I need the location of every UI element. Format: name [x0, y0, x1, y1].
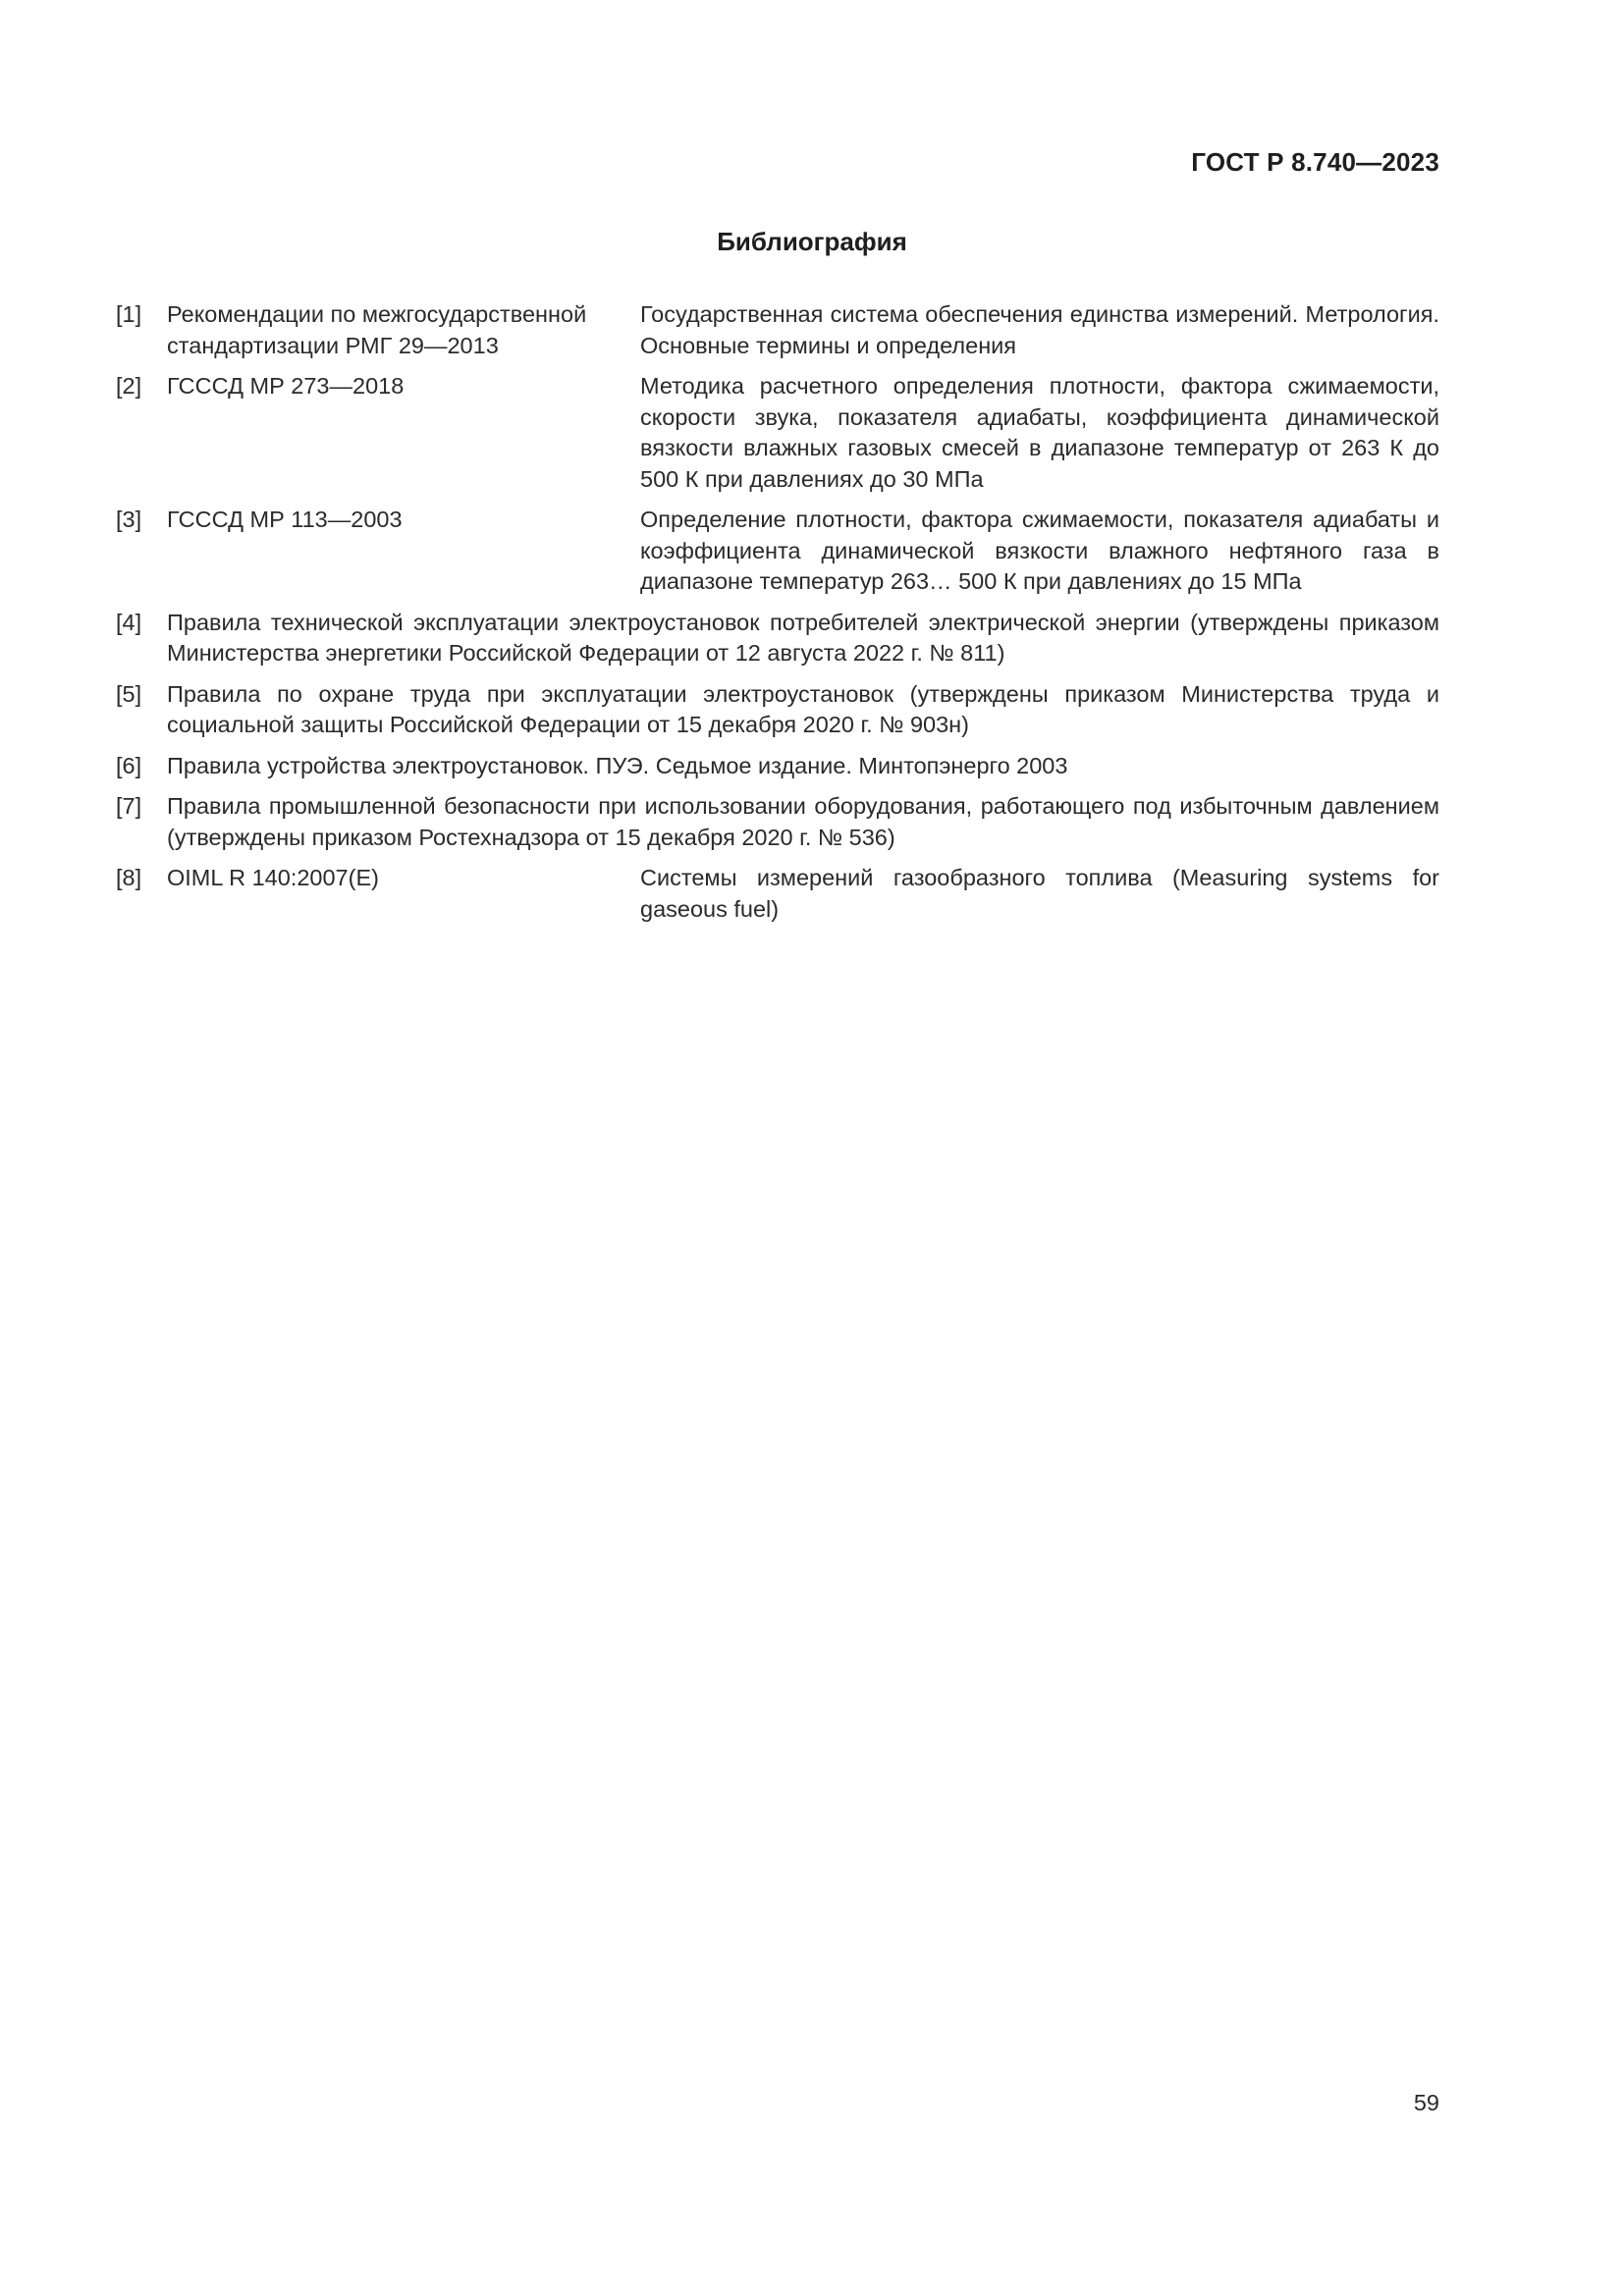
- entry-description: Системы измерений газообразного топлива (Measuring systems for gaseous fuel): [640, 865, 1439, 922]
- bibliography-entry-8: [116, 863, 1439, 925]
- entry-number: [7]: [116, 793, 142, 819]
- bibliography-title: Библиография: [717, 227, 907, 256]
- page-number: 59: [1413, 2090, 1439, 2115]
- entry-reference: OIML R 140:2007(E): [167, 865, 379, 890]
- entry-number: [8]: [116, 865, 142, 890]
- entry-description: Методика расчетного определения плотности, фактора сжимаемости, скорости звука, показателя адиабаты, коэффициента динамической вязкости влажных газовых смесей в диапазоне температур от 263 К до 500 К при давлениях до 30 МПа: [640, 373, 1439, 492]
- bibliography-entry-1: [116, 299, 1439, 361]
- entry-number: [6]: [116, 752, 142, 778]
- entry-number: [4]: [116, 609, 142, 635]
- bibliography-entry-4: [116, 608, 1439, 669]
- entry-reference: Рекомендации по межгосударственной стандартизации РМГ 29—2013: [167, 301, 587, 358]
- bibliography-entry-5: [116, 679, 1439, 741]
- entry-number: [2]: [116, 373, 142, 399]
- entry-reference: ГСССД МР 113—2003: [167, 507, 403, 532]
- entry-description: Государственная система обеспечения единства измерений. Метрология. Основные термины и определения: [640, 301, 1439, 358]
- document-code: ГОСТ Р 8.740—2023: [1191, 147, 1439, 177]
- entry-reference: ГСССД МР 273—2018: [167, 373, 405, 399]
- bibliography-list: [116, 299, 1439, 934]
- entry-number: [1]: [116, 301, 142, 327]
- entry-text: Правила устройства электроустановок. ПУЭ. Седьмое издание. Минтопэнерго 2003: [167, 752, 1068, 778]
- entry-number: [3]: [116, 507, 142, 532]
- bibliography-entry-3: [116, 505, 1439, 598]
- entry-text: Правила промышленной безопасности при использовании оборудования, работающего под избыточным давлением (утверждены приказом Ростехнадзора от 15 декабря 2020 г. № 536): [167, 793, 1439, 850]
- entry-description: Определение плотности, фактора сжимаемости, показателя адиабаты и коэффициента динамической вязкости влажного нефтяного газа в диапазоне температур 263… 500 К при давлениях до 15 МПа: [640, 507, 1439, 594]
- bibliography-entry-2: [116, 371, 1439, 495]
- entry-text: Правила по охране труда при эксплуатации электроустановок (утверждены приказом Министерства труда и социальной защиты Российской Федерации от 15 декабря 2020 г. № 903н): [167, 680, 1439, 737]
- entry-number: [5]: [116, 680, 142, 707]
- bibliography-entry-7: [116, 791, 1439, 853]
- entry-text: Правила технической эксплуатации электроустановок потребителей электрической энергии (утверждены приказом Министерства энергетики Российской Федерации от 12 августа 2022 г. № 811): [167, 609, 1439, 666]
- bibliography-entry-6: [116, 751, 1439, 782]
